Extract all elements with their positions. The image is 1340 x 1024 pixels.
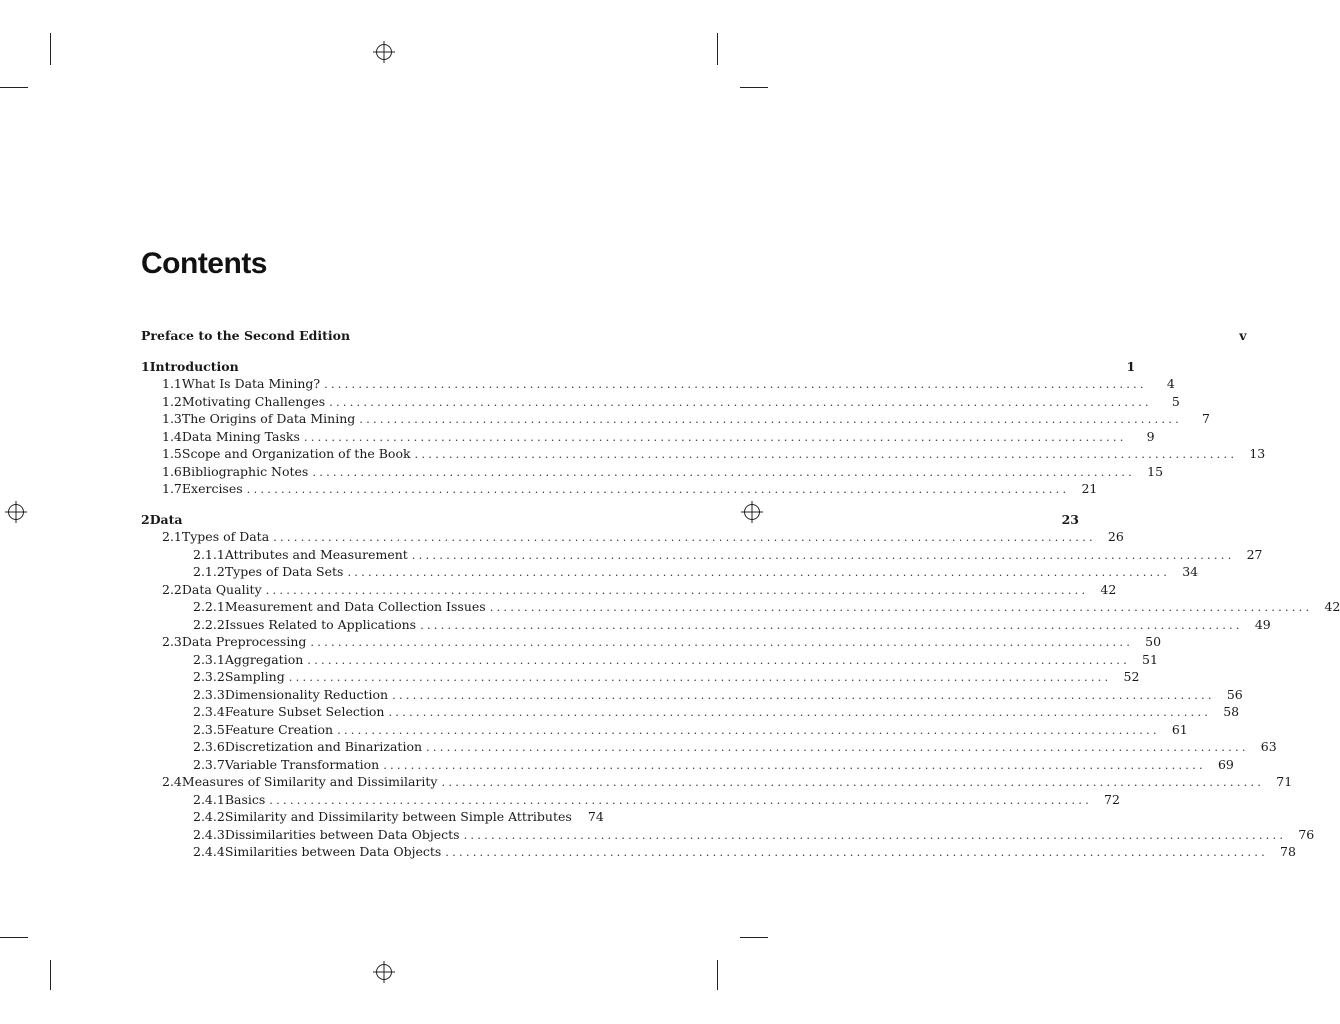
- toc-entry-number: 2.3: [162, 634, 182, 649]
- toc-entry-title: Exercises: [181, 481, 243, 496]
- toc-entry[interactable]: [141, 791, 1120, 809]
- toc-entry-number: 2.4.3: [193, 826, 225, 842]
- toc-entry-page: 23: [1061, 511, 1079, 527]
- dot-leader: ........................................................................................................................: [246, 482, 1070, 496]
- dot-leader: ........................................................................................................................: [411, 547, 1235, 562]
- toc-entry-title: Bibliographic Notes: [181, 463, 309, 479]
- dot-leader: ........................................................................................................................: [265, 582, 1089, 597]
- toc-entry-title: Preface to the Second Edition: [141, 328, 351, 343]
- toc-entry-page: 21: [1081, 481, 1098, 496]
- toc-entry[interactable]: [141, 511, 1079, 529]
- toc-entry[interactable]: [141, 738, 1277, 756]
- toc-entry[interactable]: [141, 528, 1124, 546]
- toc-entry-page: 76: [1298, 826, 1315, 842]
- toc-entry-title: Types of Data Sets: [224, 564, 344, 579]
- toc-entry[interactable]: [141, 826, 1315, 844]
- toc-entry-page: 5: [1171, 393, 1180, 409]
- toc-entry-number: 2.1.1: [193, 546, 225, 562]
- toc-entry-page: 51: [1142, 651, 1158, 667]
- crop-mark: [717, 33, 718, 65]
- toc-entry[interactable]: [141, 773, 1293, 791]
- toc-entry[interactable]: [141, 703, 1240, 721]
- toc-entry-page: 42: [1324, 599, 1340, 614]
- toc-entry-number: 2.2.1: [193, 599, 225, 614]
- toc-entry-page: 69: [1217, 756, 1234, 772]
- toc-entry-number: 2.2.2: [193, 616, 225, 632]
- table-of-contents: [141, 327, 1340, 861]
- crop-mark: [717, 960, 718, 990]
- toc-entry[interactable]: [141, 393, 1180, 411]
- crop-mark: [740, 87, 768, 88]
- toc-entry-number: 2.3.4: [193, 704, 225, 719]
- toc-entry-title: What Is Data Mining?: [181, 376, 321, 391]
- toc-entry-number: 1.4: [162, 428, 182, 444]
- toc-entry-title: Feature Subset Selection: [224, 704, 385, 719]
- toc-entry-title: Measures of Similarity and Dissimilarity: [181, 774, 438, 789]
- toc-entry-page: 50: [1145, 634, 1162, 649]
- dot-leader: ........................................................................................................................: [420, 617, 1243, 632]
- toc-entry-title: Sampling: [224, 669, 285, 684]
- toc-entry-title: Dimensionality Reduction: [224, 686, 389, 702]
- toc-entry-number: 1.1: [162, 376, 182, 391]
- toc-entry-title: Dissimilarities between Data Objects: [224, 826, 460, 842]
- toc-entry-page: 9: [1146, 428, 1155, 444]
- toc-entry-page: 58: [1223, 704, 1240, 719]
- dot-leader: ........................................................................................................................: [359, 412, 1182, 426]
- toc-entry[interactable]: [141, 358, 1136, 376]
- toc-entry-page: 78: [1280, 844, 1296, 859]
- toc-entry[interactable]: [141, 463, 1164, 481]
- toc-entry-number: 2.3.2: [193, 669, 225, 684]
- toc-entry-number: 2.4.2: [193, 809, 225, 824]
- page-title: Contents: [141, 247, 267, 280]
- dot-leader: ........................................................................................................................: [383, 757, 1206, 772]
- toc-entry[interactable]: [141, 756, 1234, 774]
- toc-entry-title: Measurement and Data Collection Issues: [224, 599, 486, 614]
- dot-leader: ........................................................................................................................: [307, 652, 1130, 667]
- toc-entry[interactable]: [141, 808, 602, 826]
- toc-entry-page: 71: [1276, 774, 1293, 789]
- toc-entry-page: 49: [1254, 616, 1271, 632]
- registration-mark-icon: [740, 500, 764, 524]
- toc-entry-title: Discretization and Binarization: [224, 739, 423, 754]
- toc-entry-page: 61: [1171, 721, 1188, 737]
- toc-entry-page: v: [1239, 328, 1247, 343]
- registration-mark-icon: [4, 500, 28, 524]
- dot-leader: ........................................................................................................................: [324, 377, 1147, 391]
- toc-entry[interactable]: [141, 428, 1155, 446]
- toc-entry-page: 63: [1260, 739, 1277, 754]
- toc-entry-title: Introduction: [149, 358, 239, 374]
- dot-leader: ........................................................................................................................: [445, 845, 1268, 859]
- toc-entry-number: 2.3.1: [193, 651, 225, 667]
- toc-entry[interactable]: [141, 546, 1263, 564]
- toc-entry-number: 1.2: [162, 393, 182, 409]
- toc-entry-number: 2.1.2: [193, 564, 225, 579]
- dot-leader: ........................................................................................................................: [337, 722, 1160, 737]
- toc-entry-number: 2.3.3: [193, 686, 225, 702]
- toc-entry-number: 1.5: [162, 446, 182, 461]
- toc-entry[interactable]: [141, 410, 1210, 428]
- toc-entry[interactable]: [141, 616, 1271, 634]
- toc-entry-number: 2.4.1: [193, 791, 225, 807]
- dot-leader: ........................................................................................................................: [273, 530, 1096, 544]
- toc-entry-title: Variable Transformation: [224, 756, 380, 772]
- toc-entry-title: Data Preprocessing: [181, 634, 307, 649]
- dot-leader: ........................................................................................................................: [392, 687, 1215, 702]
- toc-entry-title: Data Mining Tasks: [181, 428, 300, 444]
- toc-entry-page: 4: [1166, 376, 1175, 391]
- dot-leader: ........................................................................................................................: [489, 600, 1313, 614]
- toc-entry[interactable]: [141, 563, 1199, 581]
- toc-entry-number: 2: [141, 511, 150, 527]
- dot-leader: ........................................................................................................................: [463, 827, 1287, 842]
- toc-entry[interactable]: [141, 843, 1296, 861]
- toc-entry-page: 7: [1201, 411, 1210, 426]
- toc-entry-page: 34: [1182, 564, 1199, 579]
- registration-mark-icon: [372, 40, 396, 64]
- toc-entry[interactable]: [141, 668, 1140, 686]
- toc-entry-number: 1.7: [162, 481, 182, 496]
- toc-entry-number: 2.4.4: [193, 844, 225, 859]
- dot-leader: ........................................................................................................................: [303, 429, 1127, 444]
- toc-entry[interactable]: [141, 581, 1117, 599]
- crop-mark: [50, 33, 51, 65]
- toc-entry-title: Data: [149, 511, 183, 527]
- dot-leader: ........................................................................................................................: [388, 705, 1212, 719]
- toc-entry-page: 42: [1100, 581, 1117, 597]
- toc-entry-page: 13: [1249, 446, 1266, 461]
- dot-leader: ........................................................................................................................: [312, 464, 1136, 479]
- toc-entry[interactable]: [141, 633, 1162, 651]
- toc-entry-title: Basics: [224, 791, 266, 807]
- toc-entry-title: Similarity and Dissimilarity between Simple Attributes: [224, 809, 572, 824]
- dot-leader: ........................................................................................................................: [310, 635, 1134, 649]
- registration-mark-icon: [372, 960, 396, 984]
- toc-entry-page: 15: [1147, 463, 1164, 479]
- toc-entry-number: 1.6: [162, 463, 182, 479]
- toc-entry-page: 27: [1246, 546, 1263, 562]
- toc-entry-number: 2.1: [162, 529, 182, 544]
- toc-entry-page: 26: [1107, 529, 1124, 544]
- dot-leader: ........................................................................................................................: [329, 394, 1152, 409]
- toc-entry[interactable]: [141, 327, 1247, 345]
- toc-entry-number: 1.3: [162, 411, 182, 426]
- toc-entry-page: 52: [1123, 669, 1140, 684]
- toc-entry-title: Motivating Challenges: [181, 393, 326, 409]
- toc-entry[interactable]: [141, 651, 1158, 669]
- dot-leader: ........................................................................................................................: [347, 565, 1171, 579]
- crop-mark: [0, 87, 28, 88]
- toc-entry-title: Scope and Organization of the Book: [181, 446, 411, 461]
- toc-entry[interactable]: [141, 480, 1098, 498]
- toc-entry[interactable]: [141, 721, 1188, 739]
- crop-mark: [0, 937, 28, 938]
- toc-entry-number: 2.3.6: [193, 739, 225, 754]
- toc-entry-page: 72: [1104, 791, 1120, 807]
- toc-entry-title: Similarities between Data Objects: [224, 844, 442, 859]
- toc-entry-number: 2.3.5: [193, 721, 225, 737]
- toc-entry-number: 2.3.7: [193, 756, 225, 772]
- toc-entry[interactable]: [141, 445, 1266, 463]
- toc-entry-number: 2.2: [162, 581, 182, 597]
- dot-leader: ........................................................................................................................: [441, 775, 1265, 789]
- toc-entry-title: Attributes and Measurement: [224, 546, 408, 562]
- toc-entry[interactable]: [141, 375, 1175, 393]
- toc-entry-page: 56: [1226, 686, 1243, 702]
- toc-entry-number: 2.4: [162, 774, 182, 789]
- crop-mark: [740, 937, 768, 938]
- crop-mark: [50, 960, 51, 990]
- toc-entry-title: Data Quality: [181, 581, 262, 597]
- toc-entry-title: Aggregation: [224, 651, 304, 667]
- toc-entry-page: 1: [1126, 358, 1136, 374]
- toc-entry-title: Issues Related to Applications: [224, 616, 417, 632]
- toc-entry-title: Types of Data: [181, 529, 270, 544]
- toc-entry-number: 1: [141, 358, 150, 374]
- toc-entry[interactable]: [141, 598, 1340, 616]
- dot-leader: ........................................................................................................................: [269, 792, 1092, 807]
- toc-entry-title: Feature Creation: [224, 721, 334, 737]
- dot-leader: ........................................................................................................................: [426, 740, 1249, 754]
- toc-entry-title: The Origins of Data Mining: [181, 411, 356, 426]
- dot-leader: ........................................................................................................................: [288, 670, 1112, 684]
- toc-entry[interactable]: [141, 686, 1243, 704]
- toc-entry-page: 74: [587, 809, 604, 824]
- dot-leader: ........................................................................................................................: [414, 447, 1238, 461]
